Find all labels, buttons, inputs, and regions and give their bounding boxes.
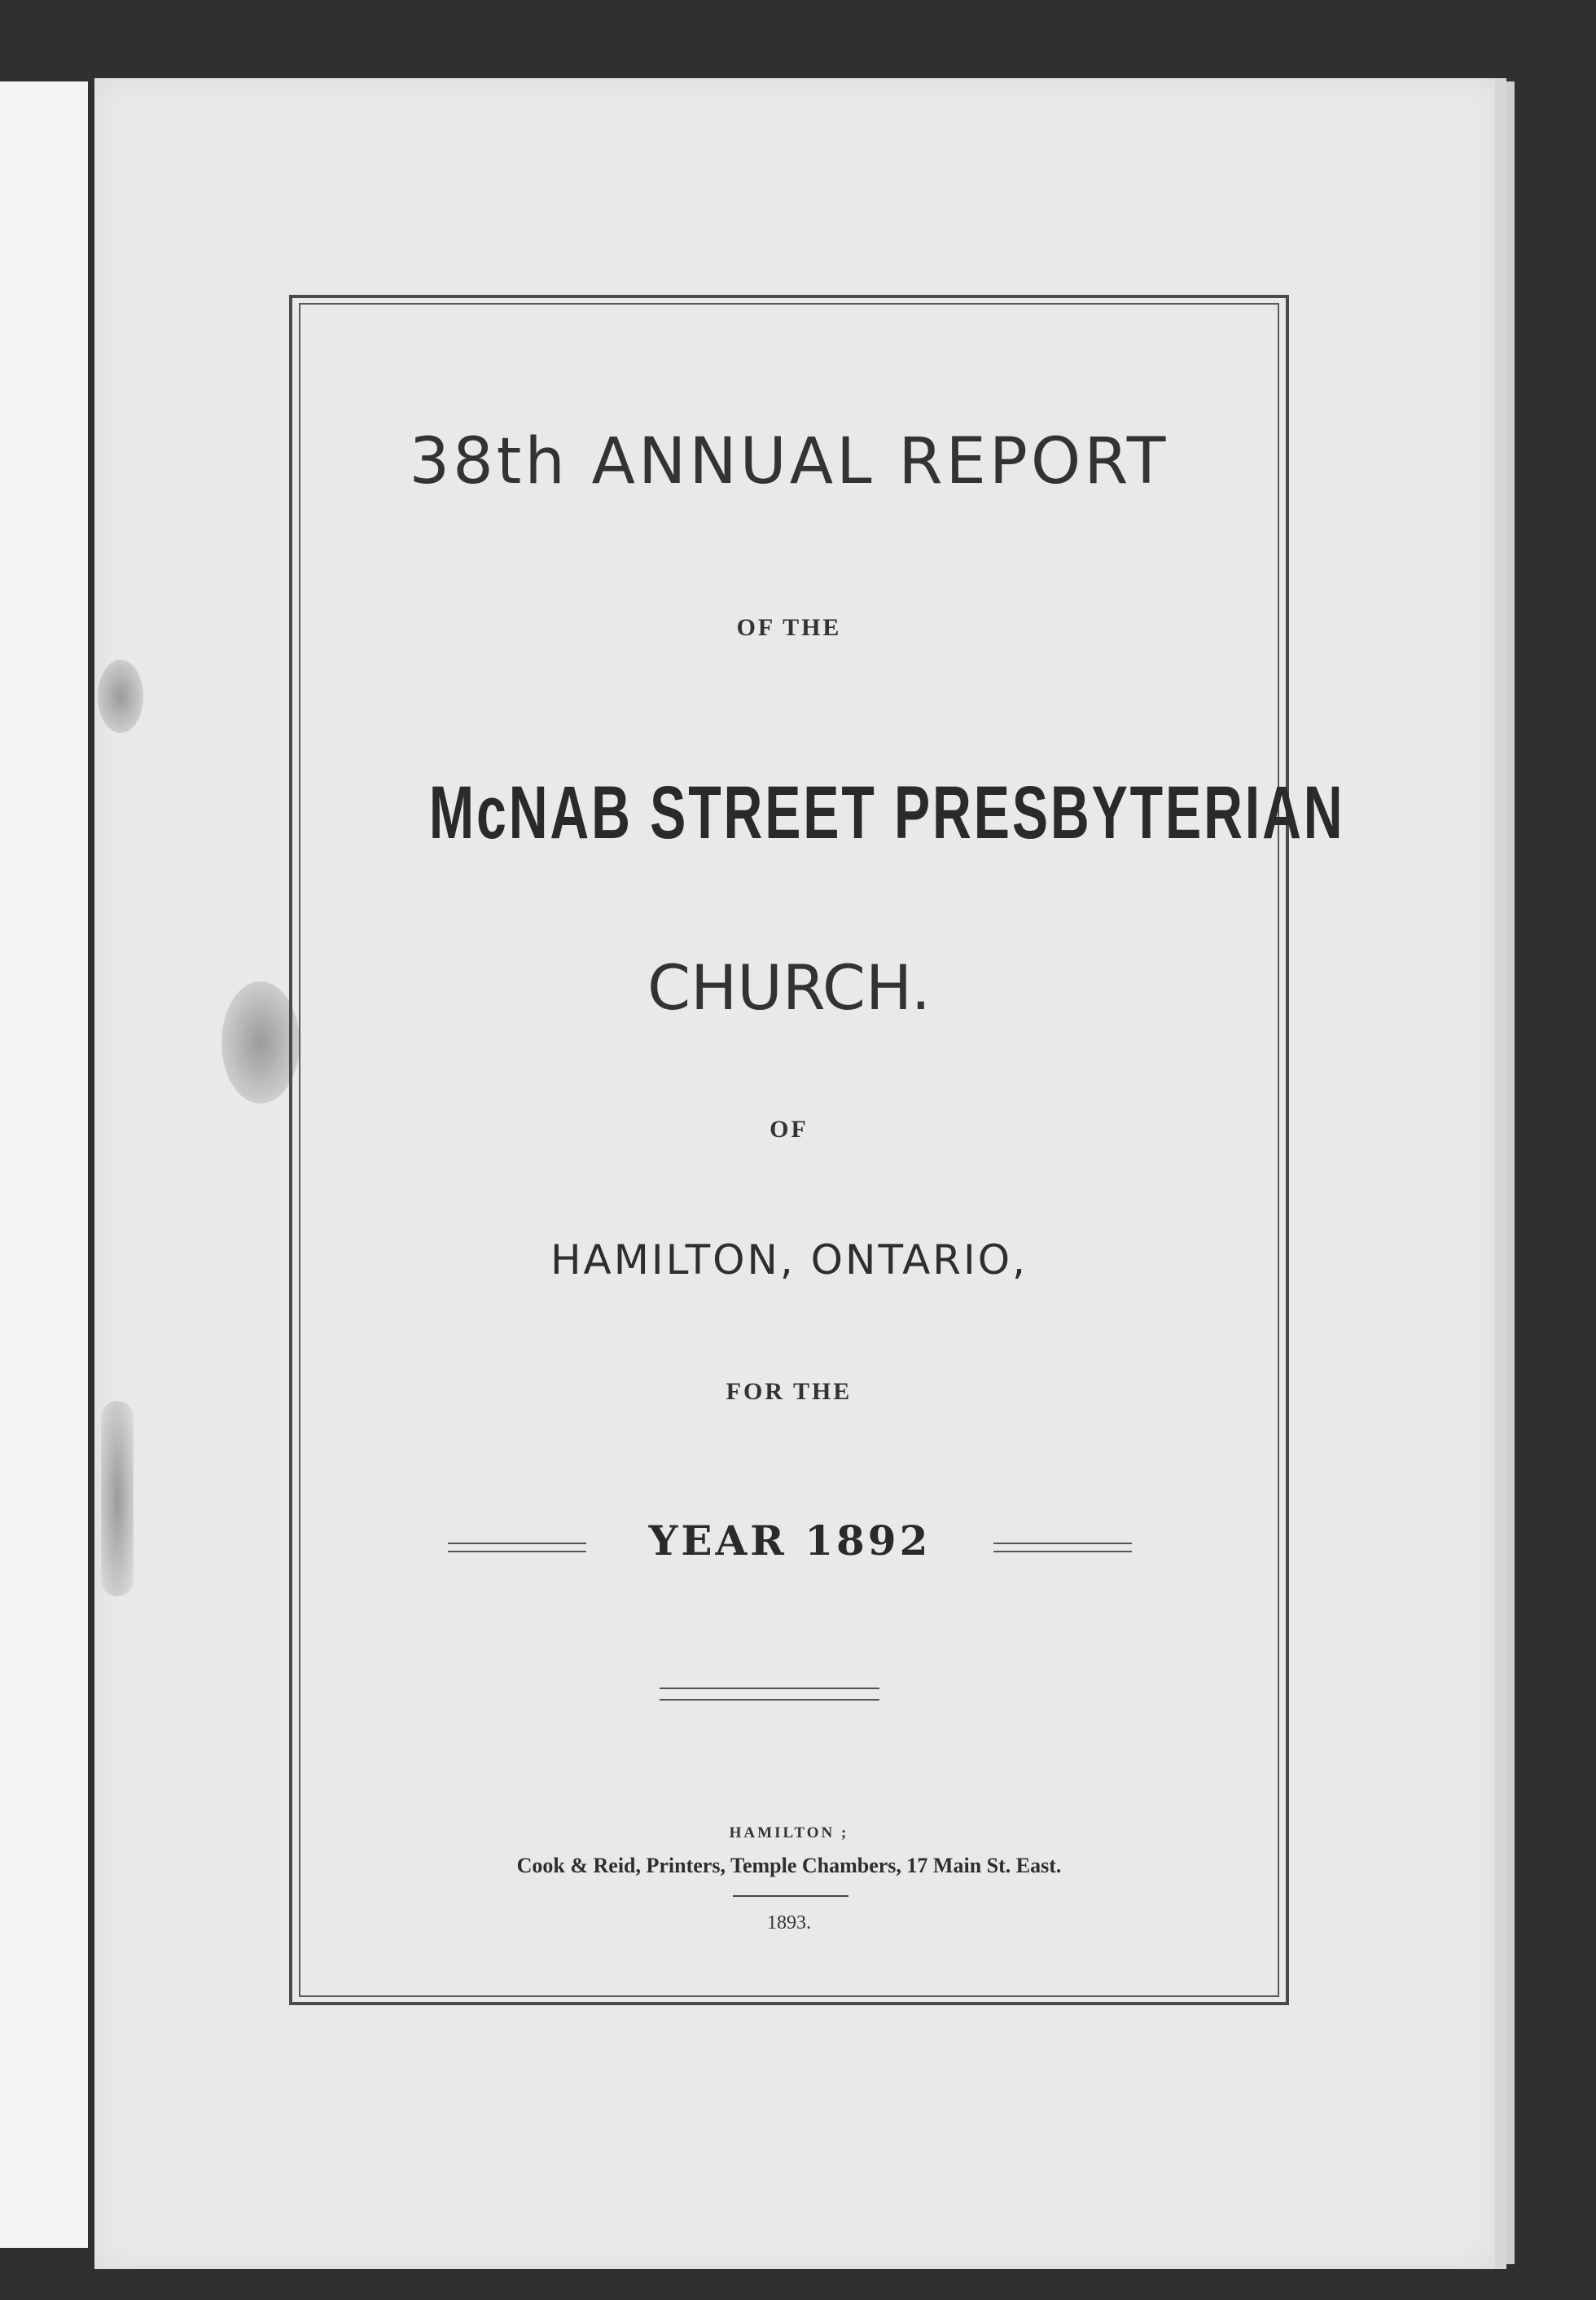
imprint-year: 1893. xyxy=(767,1912,811,1933)
church-word: CHURCH. xyxy=(647,951,931,1024)
church-name: McNAB STREET PRESBYTERIAN xyxy=(428,771,1345,854)
binding-stain xyxy=(101,1401,134,1596)
of-text: OF xyxy=(770,1116,809,1143)
double-rule-divider xyxy=(660,1688,879,1701)
report-year: YEAR 1892 xyxy=(648,1517,932,1565)
city-line: HAMILTON, ONTARIO, xyxy=(550,1236,1028,1284)
binding-stain xyxy=(98,660,143,733)
printer-imprint: Cook & Reid, Printers, Temple Chambers, 17 Main St. East. xyxy=(516,1854,1062,1877)
report-title: 38th ANNUAL REPORT xyxy=(409,425,1169,498)
year-row xyxy=(448,1517,1132,1574)
binding-stain xyxy=(221,981,300,1104)
facing-page-edge xyxy=(0,81,88,2248)
page-border-inner xyxy=(299,303,1345,1997)
for-the-text: FOR THE xyxy=(726,1378,853,1405)
double-rule-left xyxy=(448,1543,586,1552)
imprint-city: HAMILTON ; xyxy=(729,1824,849,1841)
imprint-rule xyxy=(733,1895,848,1897)
of-the-text: OF THE xyxy=(736,614,842,641)
double-rule-right xyxy=(993,1543,1132,1552)
